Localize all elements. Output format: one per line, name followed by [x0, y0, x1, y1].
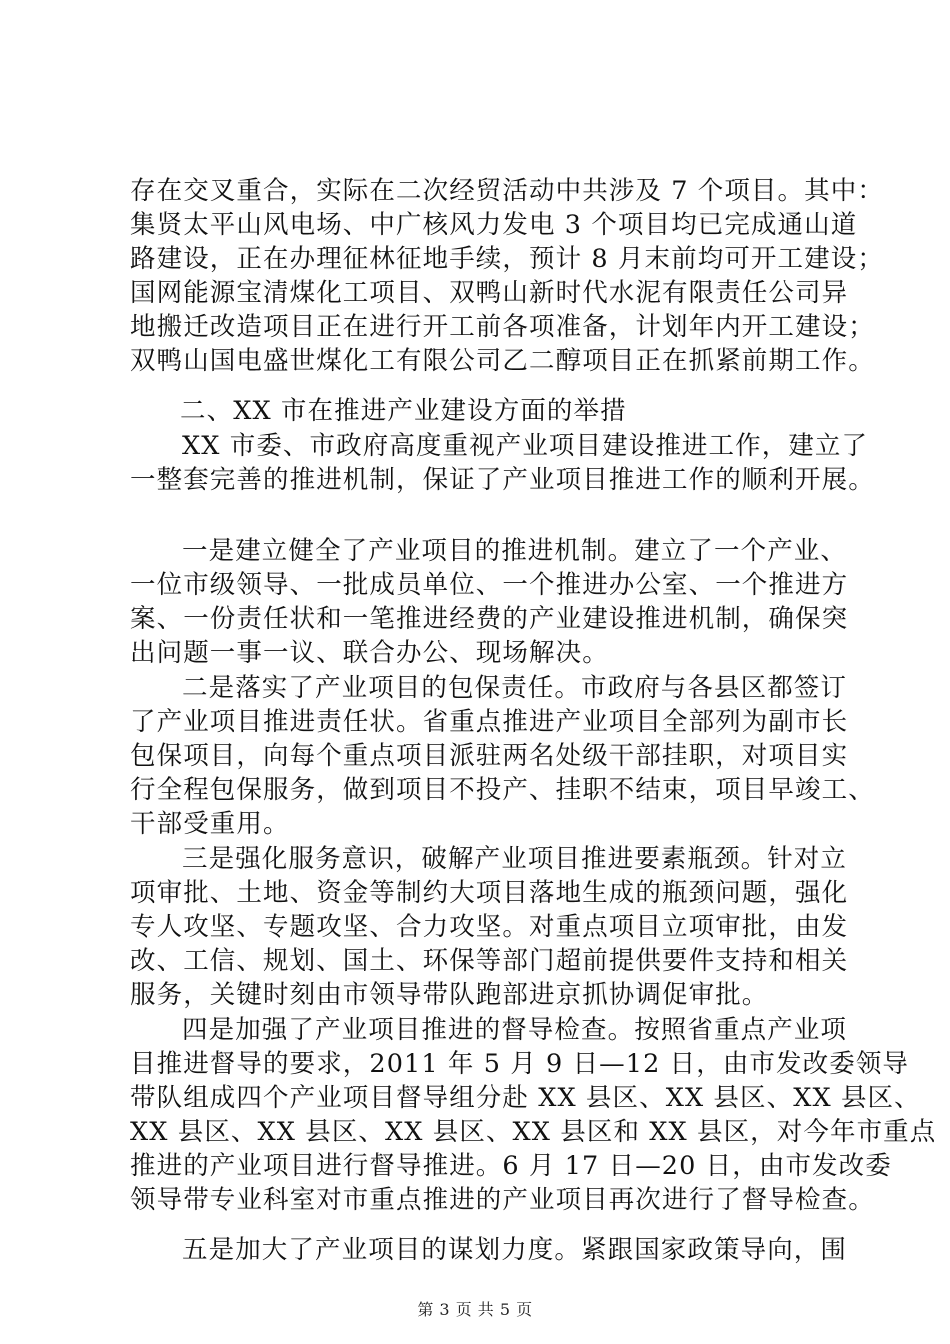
text-line: 服务，关键时刻由市领导带队跑部进京抓协调促审批。: [130, 980, 769, 1010]
text-line: 目推进督导的要求，2011 年 5 月 9 日—12 日，由市发改委领导: [130, 1049, 910, 1079]
text-line: 项审批、土地、资金等制约大项目落地生成的瓶颈问题，强化: [130, 878, 849, 908]
text-line: 出问题一事一议、联合办公、现场解决。: [130, 638, 609, 668]
text-line: 一整套完善的推进机制，保证了产业项目推进工作的顺利开展。: [130, 465, 875, 495]
section-heading: 二、XX 市在推进产业建设方面的举措: [180, 396, 627, 426]
text-line: 推进的产业项目进行督导推进。6 月 17 日—20 日，由市发改委: [130, 1151, 892, 1181]
text-line: 带队组成四个产业项目督导组分赴 XX 县区、XX 县区、XX 县区、: [130, 1083, 921, 1113]
text-line: 了产业项目推进责任状。省重点推进产业项目全部列为副市长: [130, 707, 849, 737]
text-line: XX 县区、XX 县区、XX 县区、XX 县区和 XX 县区，对今年市重点: [130, 1117, 937, 1147]
text-line: 路建设，正在办理征林征地手续，预计 8 月末前均可开工建设；: [130, 244, 884, 274]
text-line: 国网能源宝清煤化工项目、双鸭山新时代水泥有限责任公司异: [130, 278, 849, 308]
text-line: 五是加大了产业项目的谋划力度。紧跟国家政策导向，围: [182, 1235, 848, 1265]
page-number-footer: 第 3 页 共 5 页: [417, 1300, 533, 1319]
text-line: 一位市级领导、一批成员单位、一个推进办公室、一个推进方: [130, 570, 849, 600]
text-line: 二是落实了产业项目的包保责任。市政府与各县区都签订: [182, 673, 848, 703]
text-line: 改、工信、规划、国土、环保等部门超前提供要件支持和相关: [130, 946, 849, 976]
text-line: 地搬迁改造项目正在进行开工前各项准备，计划年内开工建设；: [130, 312, 875, 342]
text-line: 双鸭山国电盛世煤化工有限公司乙二醇项目正在抓紧前期工作。: [130, 346, 875, 376]
text-line: 存在交叉重合，实际在二次经贸活动中共涉及 7 个项目。其中：: [130, 176, 884, 206]
text-line: 一是建立健全了产业项目的推进机制。建立了一个产业、: [182, 536, 848, 566]
text-line: 专人攻坚、专题攻坚、合力攻坚。对重点项目立项审批，由发: [130, 912, 849, 942]
text-line: 三是强化服务意识，破解产业项目推进要素瓶颈。针对立: [182, 844, 848, 874]
text-line: 案、一份责任状和一笔推进经费的产业建设推进机制，确保突: [130, 604, 849, 634]
text-line: 包保项目，向每个重点项目派驻两名处级干部挂职，对项目实: [130, 741, 849, 771]
text-line: XX 市委、市政府高度重视产业项目建设推进工作，建立了: [182, 431, 869, 461]
text-line: 干部受重用。: [130, 809, 290, 839]
text-line: 行全程包保服务，做到项目不投产、挂职不结束，项目早竣工、: [130, 775, 875, 805]
text-line: 集贤太平山风电场、中广核风力发电 3 个项目均已完成通山道: [130, 210, 858, 240]
text-line: 领导带专业科室对市重点推进的产业项目再次进行了督导检查。: [130, 1185, 875, 1215]
text-line: 四是加强了产业项目推进的督导检查。按照省重点产业项: [182, 1015, 848, 1045]
